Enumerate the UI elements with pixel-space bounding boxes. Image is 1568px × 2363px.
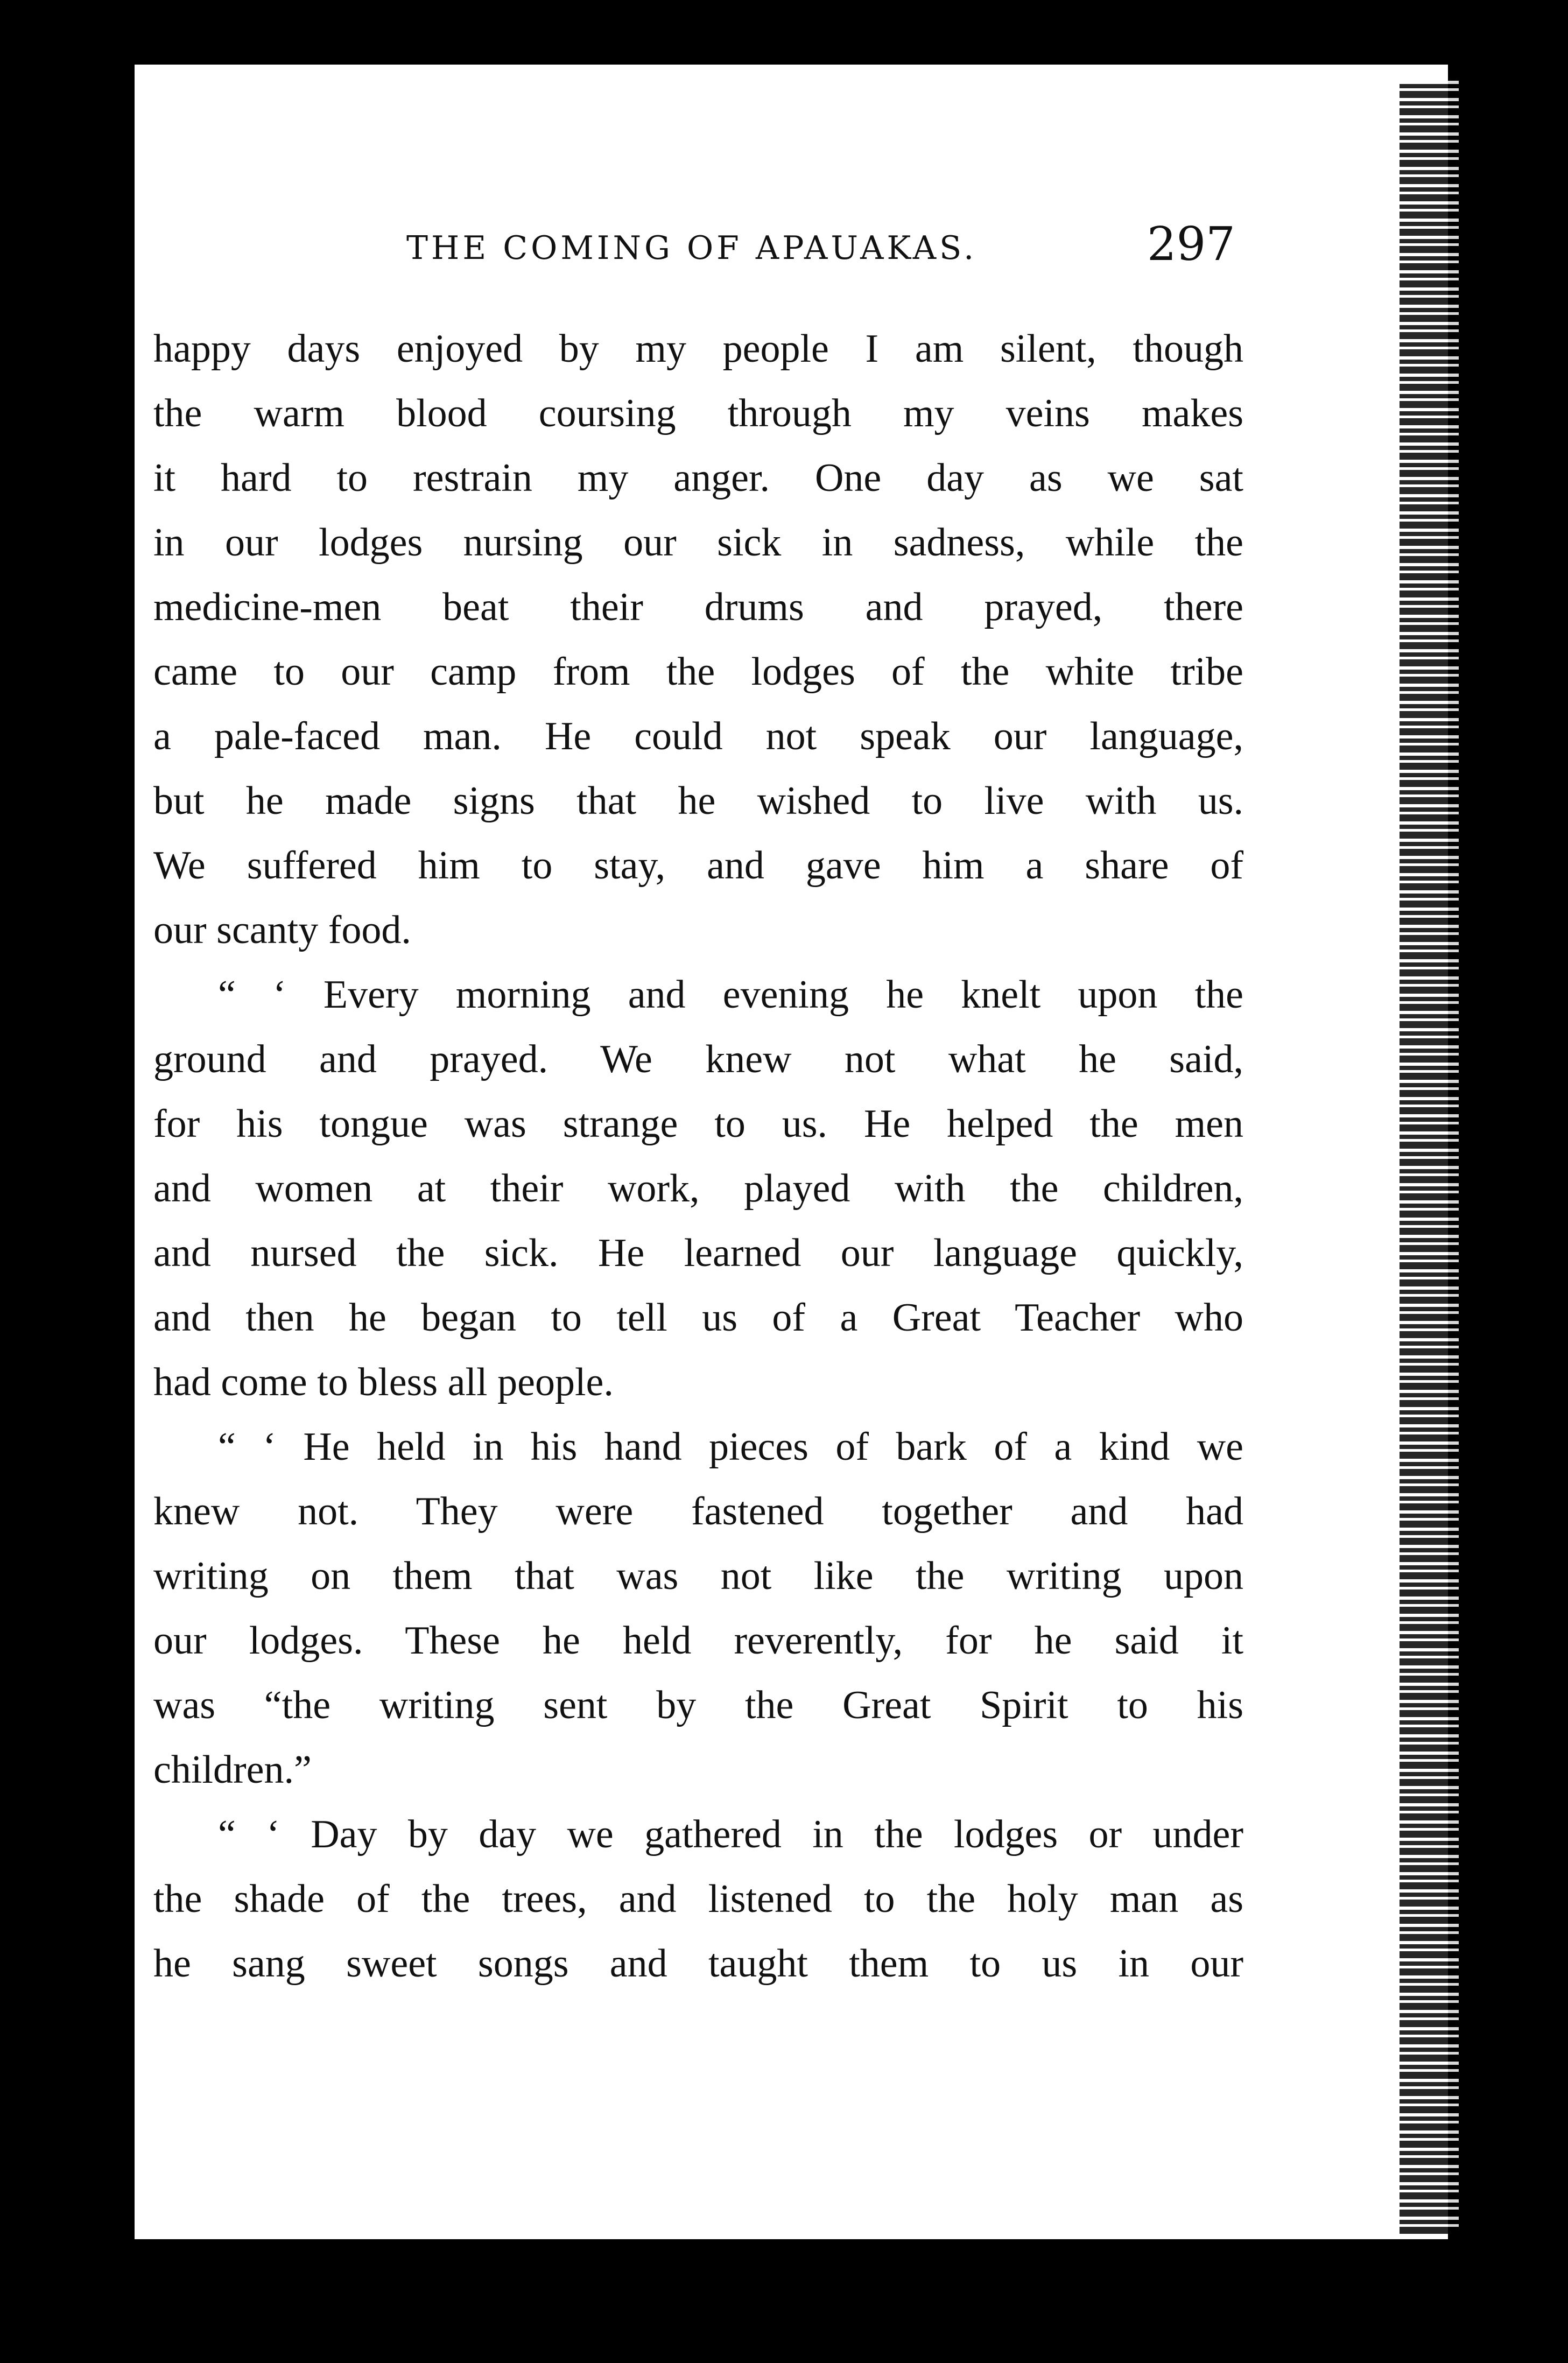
text-line: and then he began to tell us of a Great Teacher who <box>153 1296 1243 1340</box>
text-line: but he made signs that he wished to live with us. <box>153 779 1243 823</box>
text-line: in our lodges nursing our sick in sadness, while the <box>153 521 1243 565</box>
running-title: THE COMING OF APAUAKAS. <box>406 229 978 267</box>
text-line: the warm blood coursing through my veins makes <box>153 391 1243 435</box>
running-header <box>153 211 1235 270</box>
text-line: knew not. They were fastened together and had <box>153 1489 1243 1534</box>
text-line: “ ‘ Every morning and evening he knelt upon the <box>218 973 1243 1017</box>
text-line: for his tongue was strange to us. He helped the men <box>153 1102 1243 1146</box>
text-line: We suffered him to stay, and gave him a share of <box>153 843 1243 888</box>
page-number: 297 <box>1147 217 1235 271</box>
text-line: the shade of the trees, and listened to the holy man as <box>153 1877 1243 1921</box>
text-line: had come to bless all people. <box>153 1360 614 1404</box>
text-line: came to our camp from the lodges of the white tribe <box>153 650 1243 694</box>
text-line: “ ‘ He held in his hand pieces of bark of a kind we <box>218 1425 1243 1469</box>
right-page-edges <box>1400 81 1459 2234</box>
text-line: was “the writing sent by the Great Spirit to his <box>153 1683 1243 1727</box>
left-book-edge <box>110 108 126 2207</box>
text-line: our lodges. These he held reverently, for he said it <box>153 1619 1243 1663</box>
body-text <box>153 317 1243 1996</box>
text-line: and women at their work, played with the children, <box>153 1166 1243 1211</box>
text-line: he sang sweet songs and taught them to us in our <box>153 1942 1243 1986</box>
text-line: writing on them that was not like the writing upon <box>153 1554 1243 1598</box>
text-line: it hard to restrain my anger. One day as we sat <box>153 456 1243 500</box>
text-line: a pale-faced man. He could not speak our language, <box>153 714 1243 758</box>
text-line: ground and prayed. We knew not what he said, <box>153 1037 1243 1081</box>
text-line: happy days enjoyed by my people I am silent, though <box>153 327 1243 371</box>
text-line: “ ‘ Day by day we gathered in the lodges or under <box>218 1812 1243 1856</box>
text-line: our scanty food. <box>153 908 411 952</box>
text-line: and nursed the sick. He learned our language quickly, <box>153 1231 1243 1275</box>
text-line: medicine-men beat their drums and prayed, there <box>153 585 1243 629</box>
text-line: children.” <box>153 1748 312 1792</box>
